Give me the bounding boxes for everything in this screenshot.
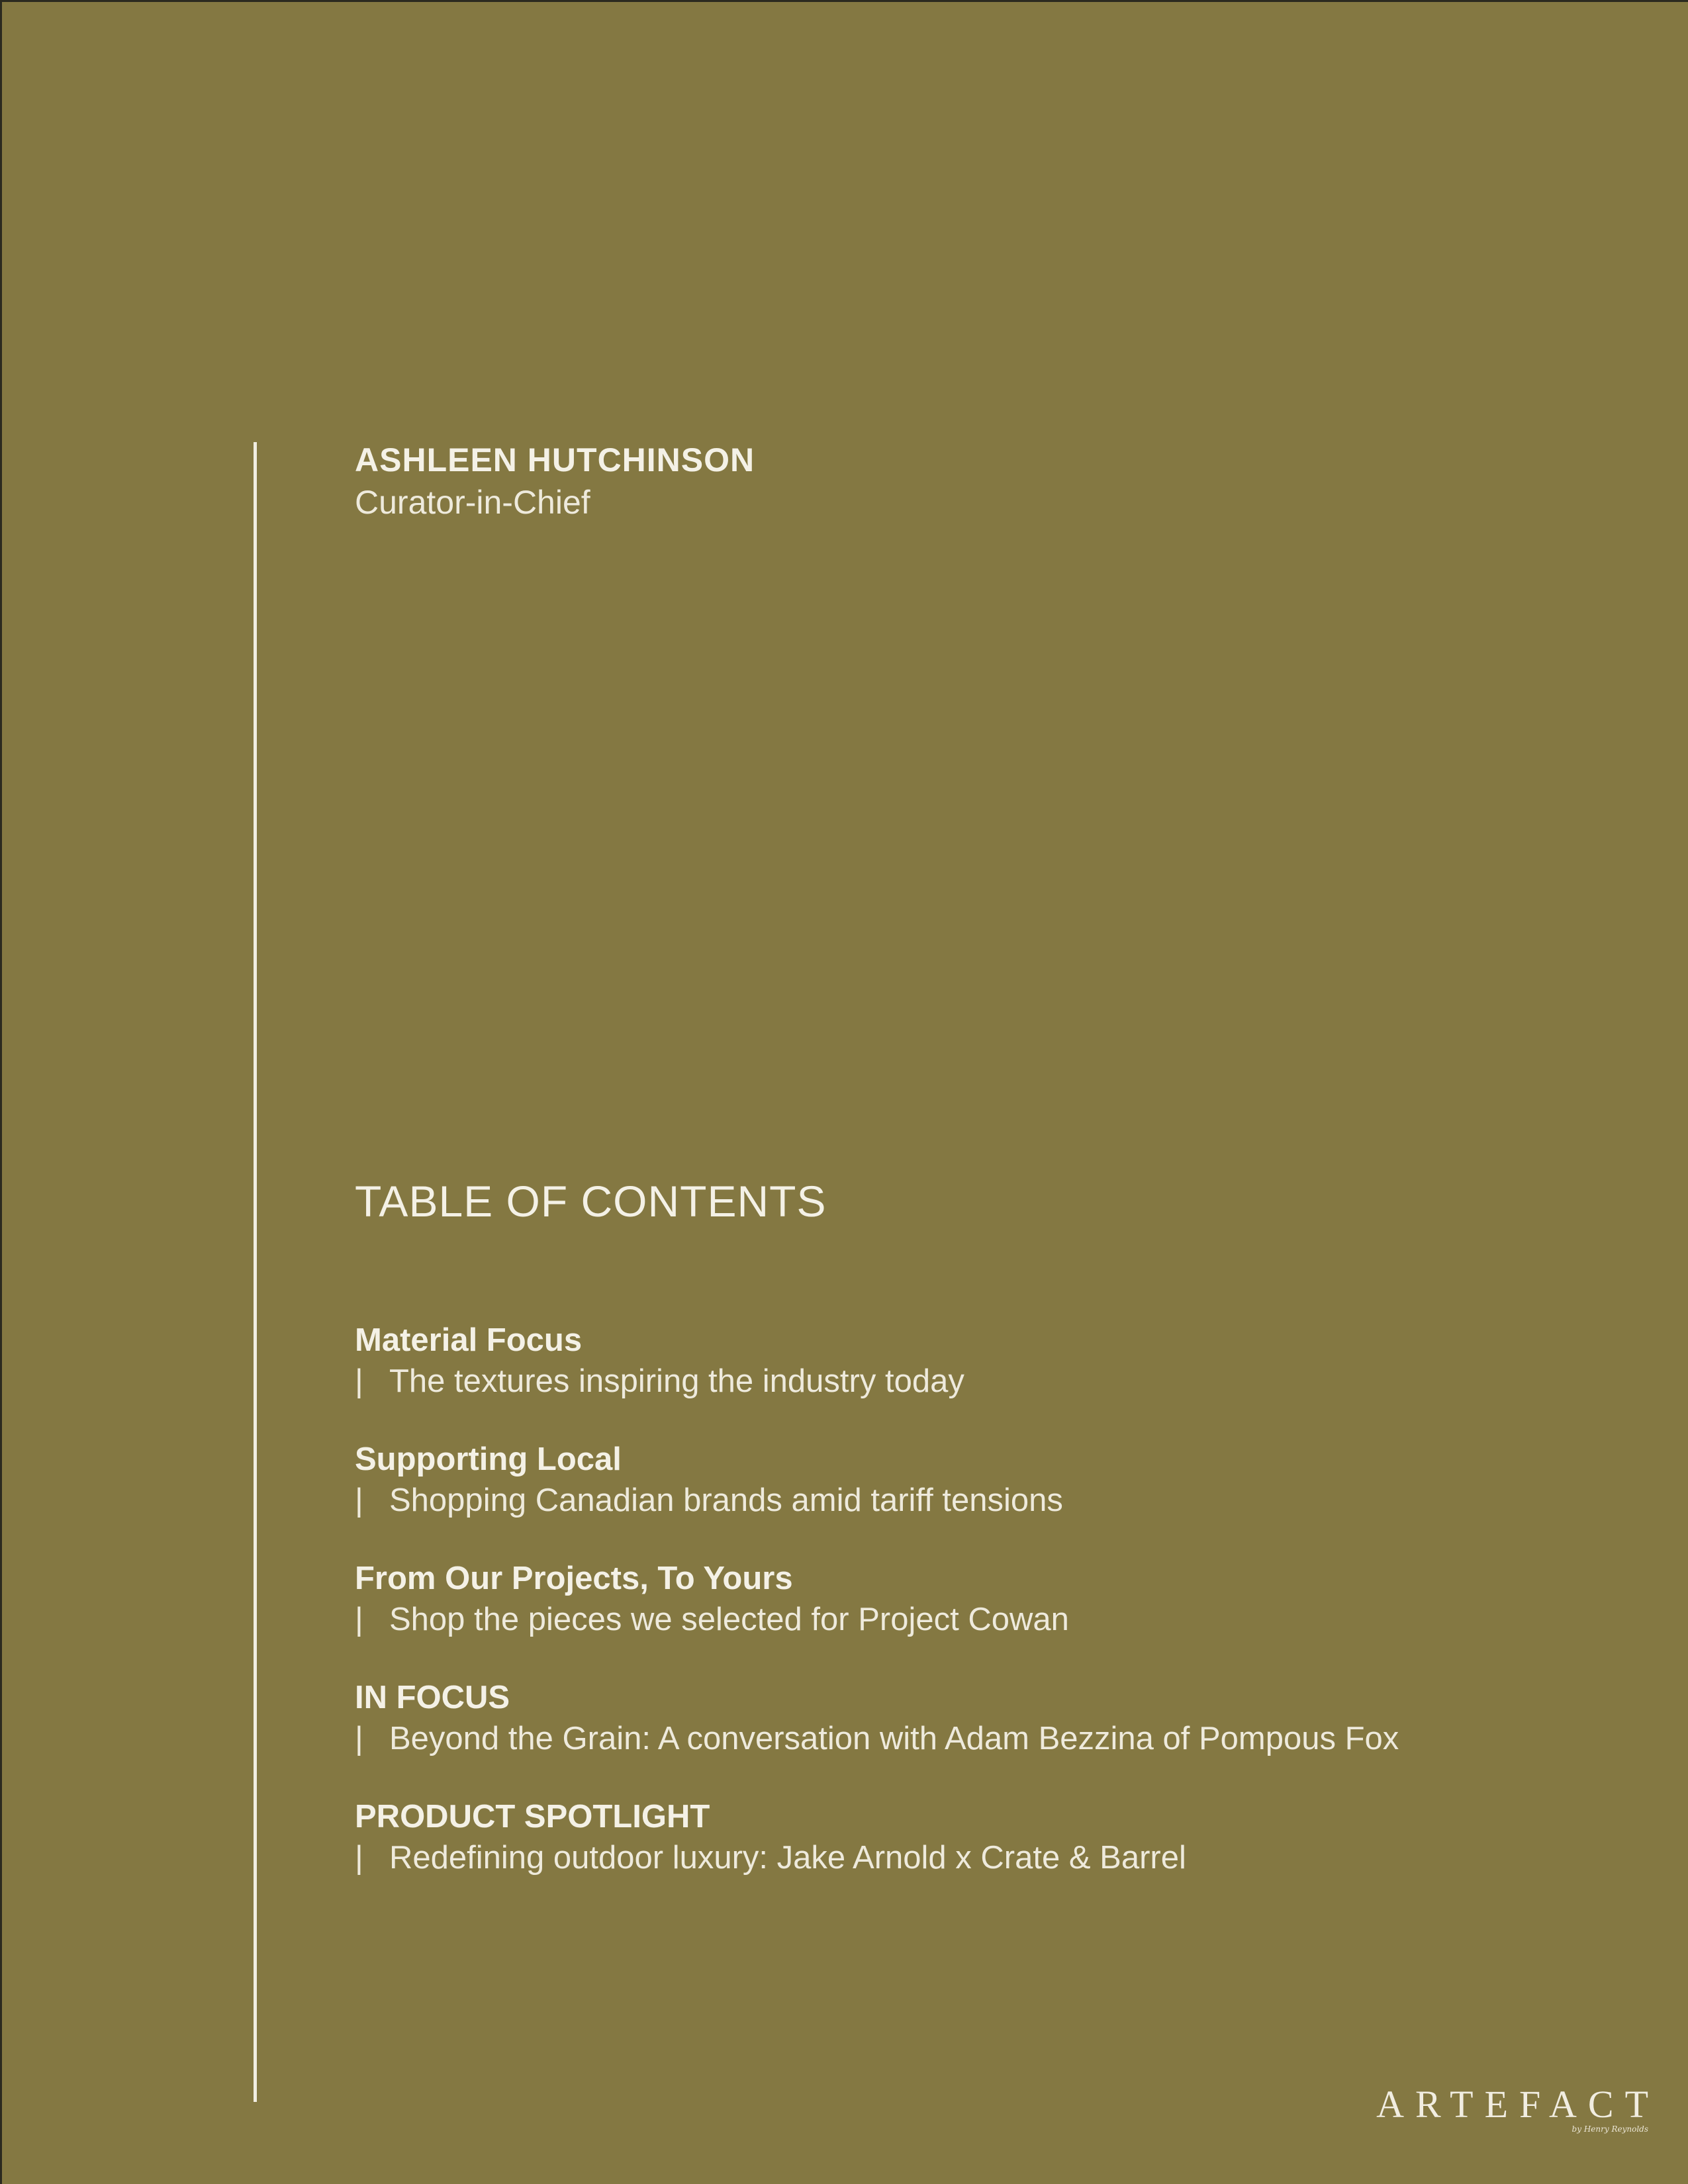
separator-bar: | bbox=[355, 1602, 363, 1637]
logo-byline: by Henry Reynolds bbox=[1571, 2124, 1648, 2134]
toc-item[interactable] bbox=[355, 1796, 1399, 1915]
separator-bar: | bbox=[355, 1721, 363, 1756]
toc-item[interactable] bbox=[355, 1677, 1399, 1796]
separator-bar: | bbox=[355, 1482, 363, 1518]
toc-item-description bbox=[355, 1361, 1399, 1402]
toc-item[interactable] bbox=[355, 1439, 1399, 1558]
artefact-logo bbox=[1337, 2083, 1660, 2134]
separator-bar: | bbox=[355, 1363, 363, 1399]
author-block bbox=[355, 438, 755, 523]
toc-item-description-text: The textures inspiring the industry today bbox=[389, 1363, 964, 1399]
toc-item-title: Material Focus bbox=[355, 1322, 583, 1358]
toc-item-description-text: Redefining outdoor luxury: Jake Arnold x Crate & Barrel bbox=[389, 1840, 1186, 1876]
toc-item-description bbox=[355, 1837, 1399, 1878]
toc-item-description bbox=[355, 1599, 1399, 1640]
toc-item-title: From Our Projects, To Yours bbox=[355, 1561, 793, 1596]
toc-heading: TABLE OF CONTENTS bbox=[355, 1177, 827, 1226]
toc-item[interactable] bbox=[355, 1558, 1399, 1677]
separator-bar: | bbox=[355, 1840, 363, 1876]
vertical-divider bbox=[254, 442, 257, 2102]
author-name: ASHLEEN HUTCHINSON bbox=[355, 441, 755, 478]
toc-item-description-text: Beyond the Grain: A conversation with Adam Bezzina of Pompous Fox bbox=[389, 1721, 1399, 1756]
toc-item-title: Supporting Local bbox=[355, 1441, 622, 1477]
toc-item-title: PRODUCT SPOTLIGHT bbox=[355, 1799, 710, 1835]
toc-list bbox=[355, 1320, 1399, 1915]
toc-item-description bbox=[355, 1718, 1399, 1759]
toc-item-description-text: Shop the pieces we selected for Project Cowan bbox=[389, 1602, 1069, 1637]
logo-wordmark: ARTEFACT bbox=[1376, 2083, 1660, 2126]
toc-item-description bbox=[355, 1480, 1399, 1521]
toc-item-description-text: Shopping Canadian brands amid tariff tensions bbox=[389, 1482, 1063, 1518]
author-role: Curator-in-Chief bbox=[355, 484, 590, 521]
toc-item[interactable] bbox=[355, 1320, 1399, 1439]
toc-item-title: IN FOCUS bbox=[355, 1680, 510, 1715]
